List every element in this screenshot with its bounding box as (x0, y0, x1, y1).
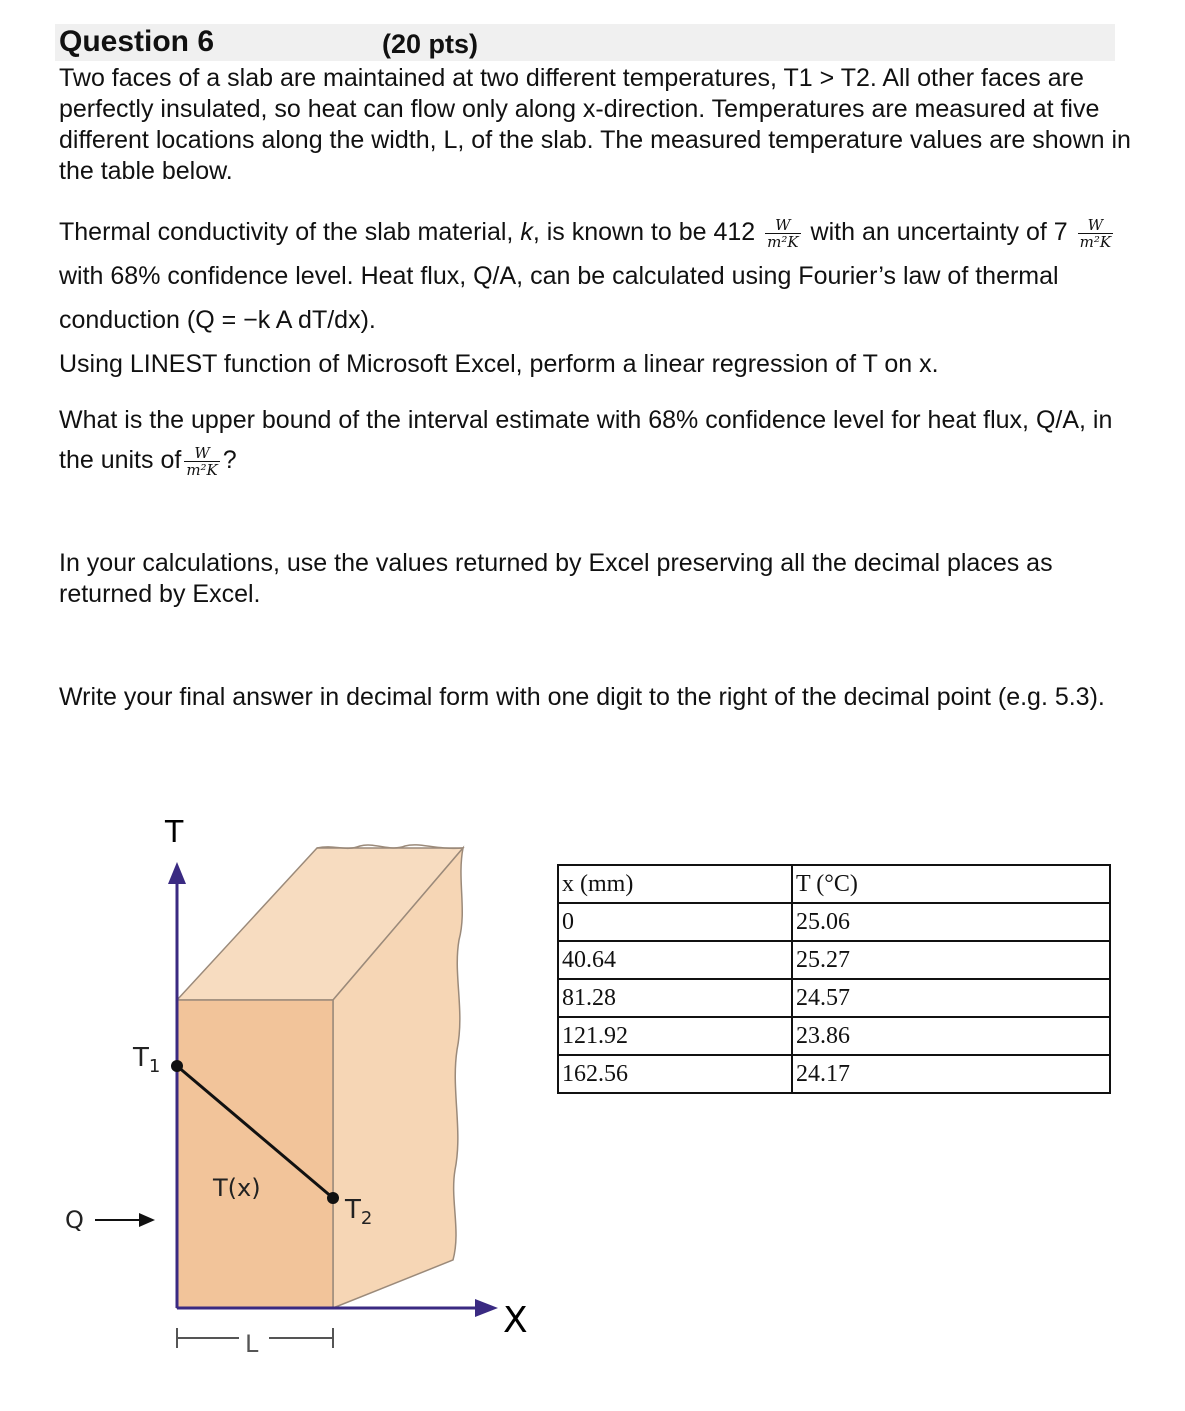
q-arrow-head (139, 1213, 155, 1227)
problem-statement: Two faces of a slab are maintained at two different temperatures, T1 > T2. All other faces are perfectly insulated, so heat can flow only along x-direction. Temperatures are measured at five different locations along the width, L, of the slab. The measured temperature values are shown in the table below. (59, 64, 1131, 185)
unit-fraction: $\frac{W}{\text{m²K}}$ (1079, 215, 1112, 251)
x-axis-arrow (475, 1299, 498, 1317)
question-prompt (59, 400, 1139, 480)
cell-t: 24.17 (792, 1055, 1110, 1093)
conductivity-text-d: with 68% confidence level. Heat flux, Q/A, can be calculated using Fourier’s law of thermal conduction (Q = −k A dT/dx). (59, 262, 1059, 334)
table-row (558, 1055, 1110, 1093)
cell-x: 0 (558, 903, 792, 941)
cell-x: 40.64 (558, 941, 792, 979)
temperature-data-table (557, 864, 1111, 1094)
x-axis-label: X (503, 1300, 528, 1341)
conductivity-text-b: , is known to be 412 (532, 218, 756, 246)
unit-fraction: $\frac{W}{\text{m²K}}$ (186, 443, 218, 479)
table-row (558, 1017, 1110, 1055)
slab-wavy-edge (317, 845, 463, 848)
conductivity-text-a: Thermal conductivity of the slab material, (59, 218, 521, 246)
cell-t: 25.06 (792, 903, 1110, 941)
conductivity-symbol: k (520, 218, 533, 246)
calculation-note: In your calculations, use the values returned by Excel preserving all the decimal places as returned by Excel. (59, 549, 1053, 608)
question-title: Question 6 (59, 25, 215, 58)
question-points: (20 pts) (382, 29, 479, 59)
table-row (558, 903, 1110, 941)
t-axis-label: T (165, 815, 184, 850)
t2-point (327, 1192, 339, 1204)
t1-label: $T_1$ (133, 1043, 161, 1077)
answer-format-note: Write your final answer in decimal form with one digit to the right of the decimal point (e.g. 5.3). (59, 683, 1105, 711)
linest-instruction: Using LINEST function of Microsoft Excel, perform a linear regression of T on x. (59, 350, 939, 378)
cell-t: 25.27 (792, 941, 1110, 979)
slab-front-face (177, 1000, 333, 1308)
tx-label: T(x) (213, 1174, 261, 1202)
cell-x: 162.56 (558, 1055, 792, 1093)
conductivity-text-c: with an uncertainty of 7 (810, 218, 1068, 246)
unit-fraction: $\frac{W}{\text{m²K}}$ (767, 215, 799, 251)
table-row (558, 979, 1110, 1017)
question-mark: ? (222, 446, 237, 474)
cell-t: 24.57 (792, 979, 1110, 1017)
conductivity-paragraph (59, 210, 1139, 342)
q-label: Q (65, 1206, 84, 1234)
header-t: T (°C) (792, 865, 1110, 903)
t1-point (171, 1060, 183, 1072)
cell-t: 23.86 (792, 1017, 1110, 1055)
slab-diagram (55, 800, 555, 1370)
question-prompt-text: What is the upper bound of the interval estimate with 68% confidence level for heat flux, Q/A, in the units of (59, 406, 1113, 474)
l-label: L (245, 1330, 259, 1358)
table-header-row (558, 865, 1110, 903)
header-x: x (mm) (558, 865, 792, 903)
t2-label: $T_2$ (345, 1195, 373, 1229)
table-row (558, 941, 1110, 979)
t-axis-arrow (168, 862, 186, 884)
cell-x: 81.28 (558, 979, 792, 1017)
cell-x: 121.92 (558, 1017, 792, 1055)
